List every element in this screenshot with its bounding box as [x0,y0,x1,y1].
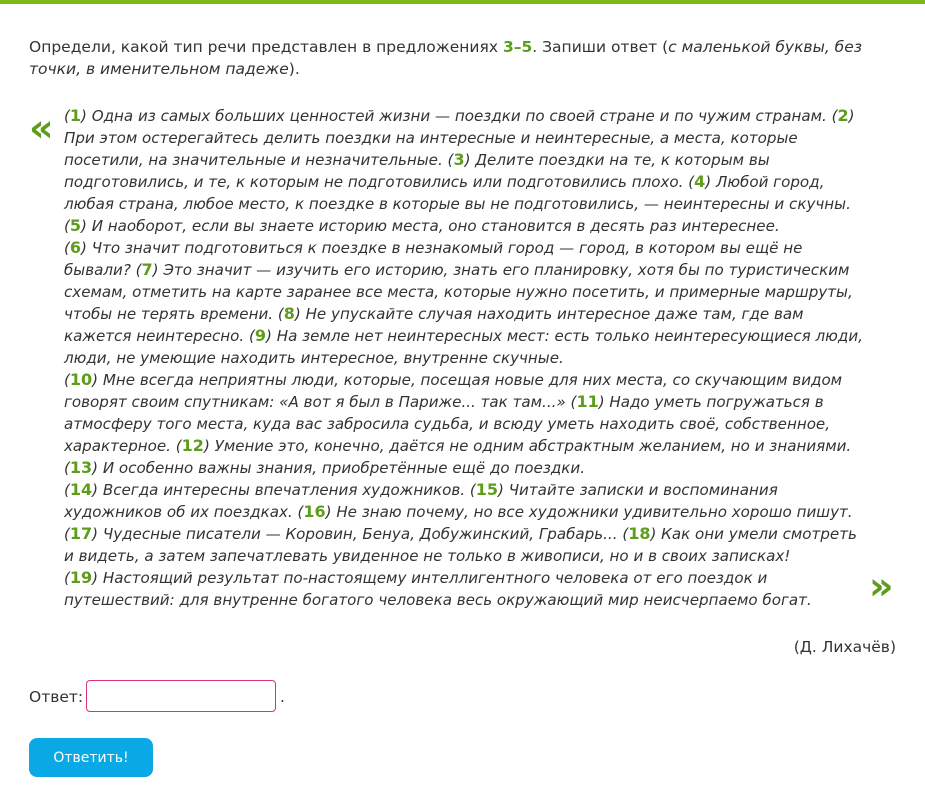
sentence-text: Одна из самых больших ценностей жизни — поездки по своей стране и по чужим странам. [91,107,827,125]
answer-input[interactable] [86,680,276,712]
sentence-text: Это значит — изучить его историю, знать его планировку, хотя бы по туристическим схемам, отметить на карте заранее все места, которые нужно посетить, и примерные маршруты, чтобы не терять времени. [64,261,853,323]
task-text-part1: Определи, какой тип речи представлен в предложениях [29,38,503,56]
text-paragraph: (1) Одна из самых больших ценностей жизни — поездки по своей стране и по чужим странам. (2) При этом остерегайтесь делить поездки на интересные и неинтересные, а места, которые посетили, на значительные и незначительные. (3) Делите поездки на те, к которым вы подготовились, и те, к которым не подготовились или подготовились плохо. (4) Любой город, любая страна, любое место, к поездке в которые вы не подготовились, — неинтересны и скучны. (5) И наоборот, если вы знаете историю места, оно становится в десять раз интереснее. [64,106,855,235]
sentence-number: 7 [141,260,153,279]
sentence-text: Настоящий результат по-настоящему интеллигентного человека от его поездок и путешествий: для внутренне богатого человека весь окружающий мир неисчерпаемо богат. [64,569,812,609]
sentence-text: Мне всегда неприятны люди, которые, посещая новые для них места, со скучающим видом говорят своим спутникам: «А вот я был в Париже... так там...» [64,371,843,411]
sentence-number: 17 [69,524,93,543]
answer-label: Ответ: [29,688,84,706]
open-quote-icon: « [29,106,54,150]
sentence-number: 5 [69,216,82,235]
text-paragraph: (10) Мне всегда неприятны люди, которые, посещая новые для них места, со скучающим видом говорят своим спутникам: «А вот я был в Париже... так там...» (11) Надо уметь погружаться в атмосферу того места, куда вас забросила судьба, и всюду уметь находить своё, собственное, характерное. (12) Умение это, конечно, даётся не одним абстрактным желанием, но и знаниями. (13) И особенно важны знания, приобретённые ещё до поездки. [64,370,852,477]
sentence-number: 9 [254,326,267,345]
task-sentence-range: 3–5 [502,38,533,56]
task-text-part3: ). [288,60,300,78]
sentence-number: 10 [69,370,93,389]
sentence-text: Как они умели смотреть и видеть, а затем запечатлевать увиденное не только в живописи, но и в своих записках! [64,525,857,565]
author-attribution: (Д. Лихачёв) [793,638,896,656]
sentence-number: 18 [628,524,651,543]
text-paragraph: (14) Всегда интересны впечатления художников. (15) Читайте записки и воспоминания художников об их поездках. (16) Не знаю почему, но все художники удивительно хорошо пишут. (17) Чудесные писатели — Коровин, Бенуа, Добужинский, Грабарь... (18) Как они умели смотреть и видеть, а затем запечатлевать увиденное не только в живописи, но и в своих записках! [64,480,857,565]
sentence-text: Всегда интересны впечатления художников. [102,481,466,499]
sentence-text: Не упускайте случая находить интересное даже там, где вам кажется неинтересно. [64,305,804,345]
sentence-number: 11 [576,392,599,411]
sentence-text: Умение это, конечно, даётся не одним абстрактным желанием, но и знаниями. [214,437,852,455]
sentence-number: 16 [303,502,326,521]
sentence-number: 3 [453,150,465,169]
sentence-number: 2 [837,106,849,125]
sentence-text: Любой город, любая страна, любое место, к поездке в которые вы не подготовились, — неинтересны и скучны. [64,173,851,213]
sentence-text: Читайте записки и воспоминания художников об их поездках. [64,481,778,521]
answer-trailing-dot: . [280,688,285,706]
sentence-text: Надо уметь погружаться в атмосферу того места, куда вас забросила судьба, и всюду уметь находить своё, собственное, характерное. [64,393,831,455]
task-instruction [29,36,889,80]
text-paragraph: (19) Настоящий результат по-настоящему интеллигентного человека от его поездок и путешествий: для внутренне богатого человека весь окружающий мир неисчерпаемо богат. [64,568,812,609]
sentence-text: Делите поездки на те, к которым вы подготовились, и те, к которым не подготовились или подготовились плохо. [64,151,770,191]
sentence-text: Чудесные писатели — Коровин, Бенуа, Добужинский, Грабарь... [102,525,618,543]
sentence-number: 6 [69,238,82,257]
close-quote-icon: » [869,564,894,608]
sentence-number: 1 [69,106,82,125]
sentence-text: И наоборот, если вы знаете историю места, оно становится в десять раз интереснее. [91,217,780,235]
task-text-part2: . Запиши ответ ( [532,38,669,56]
sentence-number: 13 [69,458,93,477]
top-accent-bar [0,0,925,4]
submit-answer-button[interactable]: Ответить! [29,738,153,777]
task-hint: с маленькой буквы, без точки, в именительном падеже [29,38,862,78]
sentence-number: 14 [69,480,93,499]
sentence-number: 8 [283,304,295,323]
sentence-number: 19 [69,568,93,587]
text-paragraph: (6) Что значит подготовиться к поездке в незнакомый город — город, в котором вы ещё не бывали? (7) Это значит — изучить его историю, знать его планировку, хотя бы по туристическим схемам, отметить на карте заранее все места, которые нужно посетить, и примерные маршруты, чтобы не терять времени. (8) Не упускайте случая находить интересное даже там, где вам кажется неинтересно. (9) На земле нет неинтересных мест: есть только неинтересующиеся люди, люди, не умеющие находить интересное, внутренне скучные. [64,238,863,367]
sentence-text: При этом остерегайтесь делить поездки на интересные и неинтересные, а места, которые посетили, на значительные и незначительные. [64,129,798,169]
sentence-number: 15 [475,480,499,499]
sentence-text: Не знаю почему, но все художники удивительно хорошо пишут. [336,503,853,521]
sentence-text: Что значит подготовиться к поездке в незнакомый город — город, в котором вы ещё не бывали? [64,239,803,279]
sentence-text: И особенно важны знания, приобретённые ещё до поездки. [102,459,586,477]
sentence-text: На земле нет неинтересных мест: есть только неинтересующиеся люди, люди, не умеющие находить интересное, внутренне скучные. [64,327,863,367]
sentence-number: 4 [694,172,706,191]
sentence-number: 12 [181,436,204,455]
quoted-text [64,105,864,611]
